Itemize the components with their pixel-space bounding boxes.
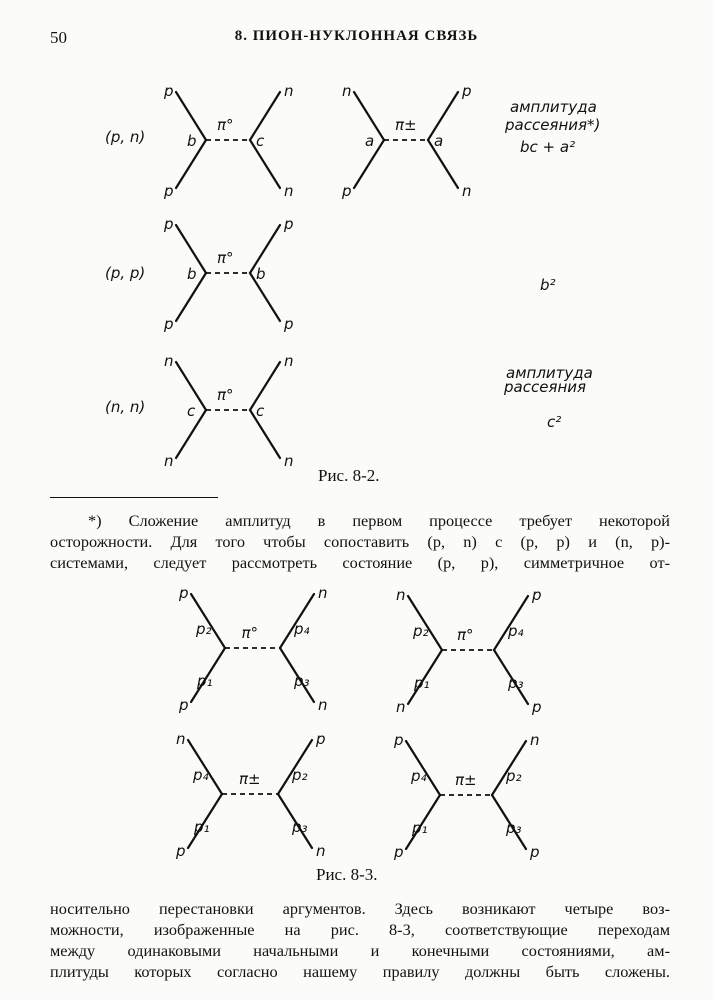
figure-8-2-row-label: (p, n)	[105, 128, 146, 146]
fig83-diagram1-label-bottom-left: n	[396, 698, 406, 716]
fig83-diagram3-momentum-lower-left: p₁	[412, 819, 428, 837]
fig83-diagram1-momentum-lower-right: p₃	[508, 674, 524, 692]
figure-8-2-row-label: (n, n)	[105, 398, 146, 416]
fig82-row0-right-label-bottom-right: n	[462, 182, 472, 200]
fig82-row2-left-meson-label: π°	[217, 386, 234, 404]
body-line: плитуды которых согласно нашему правилу должны быть сложены.	[50, 962, 670, 981]
fig82-row0-left-label-top-left: p	[164, 82, 174, 100]
fig83-diagram3-label-bottom-left: p	[394, 843, 404, 861]
fig83-diagram0-label-top-right: n	[318, 584, 328, 602]
footnote-rule	[50, 497, 218, 498]
fig82-row2-left-label-bottom-right: n	[284, 452, 294, 470]
figure-8-2-note-line: амплитуда	[510, 98, 597, 116]
figure-8-2-note-line: амплитуда	[506, 364, 593, 382]
fig83-diagram0-momentum-upper-left: p₂	[196, 620, 212, 638]
fig82-row2-left-vertex-label-left: c	[187, 402, 196, 420]
fig82-row0-left-vertex-label-right: c	[256, 132, 265, 150]
fig82-row2-left-label-top-left: n	[164, 352, 174, 370]
fig82-row2-left-label-bottom-left: n	[164, 452, 174, 470]
fig83-diagram2-label-bottom-right: n	[316, 842, 326, 860]
fig83-diagram1-label-top-left: n	[396, 586, 406, 604]
fig82-row1-left-label-bottom-right: p	[284, 315, 294, 333]
fig82-row0-right-vertex-label-left: a	[365, 132, 375, 150]
figure-8-2-amplitude: bc + a²	[520, 138, 576, 156]
fig82-row2-left-leg-top-right	[250, 362, 280, 410]
body-line: между одинаковыми начальными и конечными состояниями, ам-	[50, 941, 670, 960]
fig83-diagram1-label-top-right: p	[532, 586, 542, 604]
fig83-diagram3-label-top-right: n	[530, 731, 540, 749]
figure-8-2-caption: Рис. 8-2.	[318, 466, 380, 485]
footnote-line: осторожности. Для того чтобы сопоставить (p, n) с (p, p) и (n, p)-	[50, 532, 670, 551]
fig83-diagram2-momentum-upper-left: p₄	[193, 766, 209, 784]
fig82-row0-left-label-bottom-left: p	[164, 182, 174, 200]
fig83-diagram1-momentum-upper-left: p₂	[413, 622, 429, 640]
fig82-row0-left-label-bottom-right: n	[284, 182, 294, 200]
fig82-row0-left-leg-bottom-right	[250, 140, 280, 188]
fig82-row0-right-meson-label: π±	[395, 116, 417, 134]
fig82-row2-left-label-top-right: n	[284, 352, 294, 370]
fig82-row1-left-label-top-left: p	[164, 215, 174, 233]
fig83-diagram3-momentum-upper-right: p₂	[506, 767, 522, 785]
body-line: носительно перестановки аргументов. Здесь возникают четыре воз-	[50, 899, 670, 918]
fig82-row0-left-leg-top-right	[250, 92, 280, 140]
fig83-diagram2-label-top-right: p	[316, 730, 326, 748]
fig83-diagram3-momentum-lower-right: p₃	[506, 819, 522, 837]
running-header: 8. ПИОН-НУКЛОННАЯ СВЯЗЬ	[234, 28, 479, 44]
body-paragraph	[50, 898, 670, 982]
figure-8-2-note-line: рассеяния*)	[505, 116, 601, 134]
fig83-diagram1-meson-label: π°	[457, 626, 474, 644]
fig83-diagram0-label-bottom-left: p	[179, 696, 189, 714]
fig83-diagram2-meson-label: π±	[239, 770, 261, 788]
fig83-diagram0-momentum-upper-right: p₄	[294, 620, 310, 638]
fig83-diagram1-label-bottom-right: p	[532, 698, 542, 716]
fig83-diagram0-meson-label: π°	[241, 624, 259, 642]
fig82-row0-right-label-bottom-left: p	[342, 182, 352, 200]
figure-8-3-caption: Рис. 8-3.	[316, 865, 378, 884]
fig83-diagram3-label-bottom-right: p	[530, 843, 540, 861]
footnote-line: *) Сложение амплитуд в первом процессе требует некоторой	[88, 511, 670, 530]
page-number: 50	[50, 28, 67, 47]
fig83-diagram0-momentum-lower-left: p₁	[197, 672, 213, 690]
fig82-row1-left-label-bottom-left: p	[164, 315, 174, 333]
fig83-diagram2-label-top-left: n	[176, 730, 186, 748]
fig83-diagram3-momentum-upper-left: p₄	[411, 767, 427, 785]
fig83-diagram0-label-top-left: p	[179, 584, 189, 602]
fig82-row1-left-label-top-right: p	[284, 215, 294, 233]
fig83-diagram3-label-top-left: p	[394, 731, 404, 749]
fig83-diagram0-label-bottom-right: n	[318, 696, 328, 714]
figure-8-2-row-label: (p, p)	[105, 264, 146, 282]
fig83-diagram2-momentum-lower-left: p₁	[194, 818, 210, 836]
fig82-row0-right-label-top-right: p	[462, 82, 472, 100]
footnote	[50, 510, 670, 573]
fig83-diagram3-meson-label: π±	[455, 771, 477, 789]
fig83-diagram1-momentum-lower-left: p₁	[414, 674, 430, 692]
fig82-row1-left-meson-label: π°	[217, 249, 234, 267]
fig82-row0-left-label-top-right: n	[284, 82, 294, 100]
body-line: можности, изображенные на рис. 8-3, соответствующие переходам	[50, 920, 670, 939]
fig82-row0-left-vertex-label-left: b	[187, 132, 197, 150]
fig82-row2-left-vertex-label-right: c	[256, 402, 265, 420]
figure-8-2-amplitude: b²	[540, 276, 556, 294]
fig82-row1-left-vertex-label-right: b	[256, 265, 266, 283]
fig82-row0-right-label-top-left: n	[342, 82, 352, 100]
footnote-line: системами, следует рассмотреть состояние (p, p), симметричное от-	[50, 553, 670, 572]
figure-8-2-note-line: рассеяния	[504, 378, 587, 396]
fig82-row0-right-vertex-label-right: a	[434, 132, 444, 150]
fig83-diagram2-momentum-lower-right: p₃	[292, 818, 308, 836]
fig83-diagram0-momentum-lower-right: p₃	[294, 672, 310, 690]
figure-8-2-amplitude: c²	[547, 413, 562, 431]
fig82-row2-left-leg-bottom-right	[250, 410, 280, 458]
fig83-diagram2-momentum-upper-right: p₂	[292, 766, 308, 784]
fig82-row0-left-meson-label: π°	[217, 116, 234, 134]
fig83-diagram2-label-bottom-left: p	[176, 842, 186, 860]
fig82-row1-left-vertex-label-left: b	[187, 265, 197, 283]
fig83-diagram1-momentum-upper-right: p₄	[508, 622, 524, 640]
